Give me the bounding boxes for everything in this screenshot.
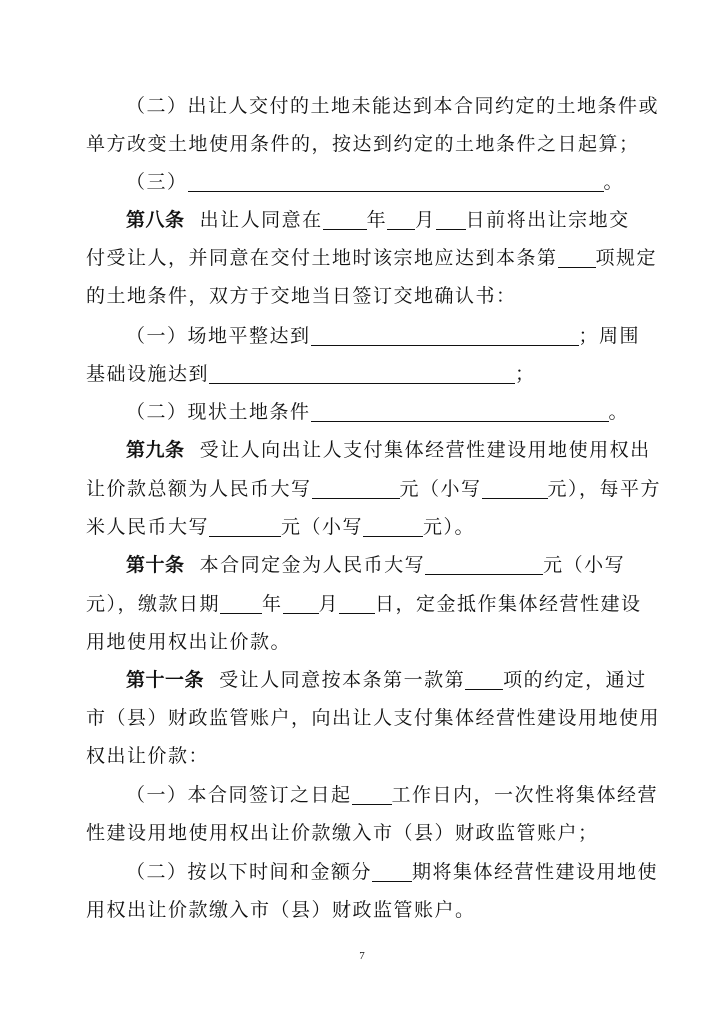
blank [188,172,604,192]
text: （二）出让人交付的土地未能达到本合同约定的土地条件或 [126,95,660,117]
clause9-title: 第九条 [126,439,185,461]
blank [339,594,375,614]
text: 本合同定金为人民币大写 [199,554,426,576]
text: 元（小写 [543,554,626,576]
blank [436,210,466,230]
blank [209,517,281,537]
text: 元），每平方 [547,478,662,500]
text: 日前将出让宗地交 [465,209,630,231]
text: 。 [608,401,630,423]
blank [372,862,412,882]
text: 月 [318,593,340,615]
text: ；周围 [578,325,641,347]
clause10-title: 第十条 [126,554,185,576]
blank [482,479,548,499]
text: 单方改变土地使用条件的，按达到约定的土地条件之日起算； [86,133,640,155]
clause7-item2-line2 [86,132,640,156]
clause10-line2 [86,592,642,616]
clause11-item2 [126,860,659,884]
clause9-line2 [86,477,662,501]
blank [311,402,609,422]
blank [311,326,579,346]
text: 元），缴款日期 [86,593,221,615]
text: 付受让人，并同意在交付土地时该宗地应达到本条第 [86,247,558,269]
blank [363,517,423,537]
blank [387,210,415,230]
text: 元）。 [423,516,476,538]
clause11-line1 [126,668,647,692]
clause8-line3 [86,284,634,308]
text: 项的约定，通过 [503,669,647,691]
clause11-title: 第十一条 [126,669,205,691]
clause9-line3 [86,515,634,539]
clause7-item2-line1 [126,94,660,118]
text: 用权出让价款缴入市（县）财政监管账户。 [86,899,476,921]
text: 用地使用权出让价款。 [86,631,292,653]
clause8-item2 [126,400,634,424]
text: 出让人同意在 [199,209,323,231]
blank [425,555,543,575]
text: （二）按以下时间和金额分 [126,861,373,883]
clause8-title: 第八条 [126,209,185,231]
blank [323,210,367,230]
text: 年 [366,209,388,231]
text: 元（小写 [399,478,482,500]
text: 项规定 [595,247,658,269]
clause10-line1 [126,553,634,577]
blank [312,479,400,499]
clause11-line2 [86,706,661,730]
text: 性建设用地使用权出让价款缴入市（县）财政监管账户； [86,822,599,844]
text: （一）场地平整达到 [126,325,311,347]
clause8-line2 [86,246,658,270]
clause8-line1 [126,208,634,232]
text: （一）本合同签订之日起 [126,784,352,806]
text: 受让人同意按本条第一款第 [219,669,466,691]
clause8-item1-line2 [86,362,634,386]
blank [352,785,392,805]
clause11-line3 [86,744,634,768]
clause11-item1-line2 [86,821,634,845]
text: 权出让价款： [86,745,210,767]
blank [220,594,262,614]
page-number: 7 [359,950,365,962]
text: 工作日内，一次性将集体经营 [391,784,659,806]
text: 基础设施达到 [86,363,210,385]
text: （二）现状土地条件 [126,401,311,423]
clause10-line3 [86,630,634,654]
text: 。 [603,171,625,193]
clause11-item1 [126,783,659,807]
blank [283,594,319,614]
blank [558,248,596,268]
text: ； [515,363,536,385]
text: （三） [126,171,188,193]
text: 日，定金抵作集体经营性建设 [375,593,642,615]
text: 的土地条件，双方于交地当日签订交地确认书： [86,285,517,307]
text: 期将集体经营性建设用地使 [412,861,659,883]
blank [465,670,503,690]
text: 月 [415,209,436,231]
clause7-item3 [126,170,634,194]
text: 市（县）财政监管账户，向出让人支付集体经营性建设用地使用 [86,707,661,729]
text: 受让人向出让人支付集体经营性建设用地使用权出 [199,439,651,461]
text: 让价款总额为人民币大写 [86,478,312,500]
text: 年 [262,593,283,615]
clause8-item1 [126,324,641,348]
clause11-item2-line2 [86,898,634,922]
blank [209,364,515,384]
text: 元（小写 [281,516,364,538]
clause9-line1 [126,438,651,462]
text: 米人民币大写 [86,516,210,538]
